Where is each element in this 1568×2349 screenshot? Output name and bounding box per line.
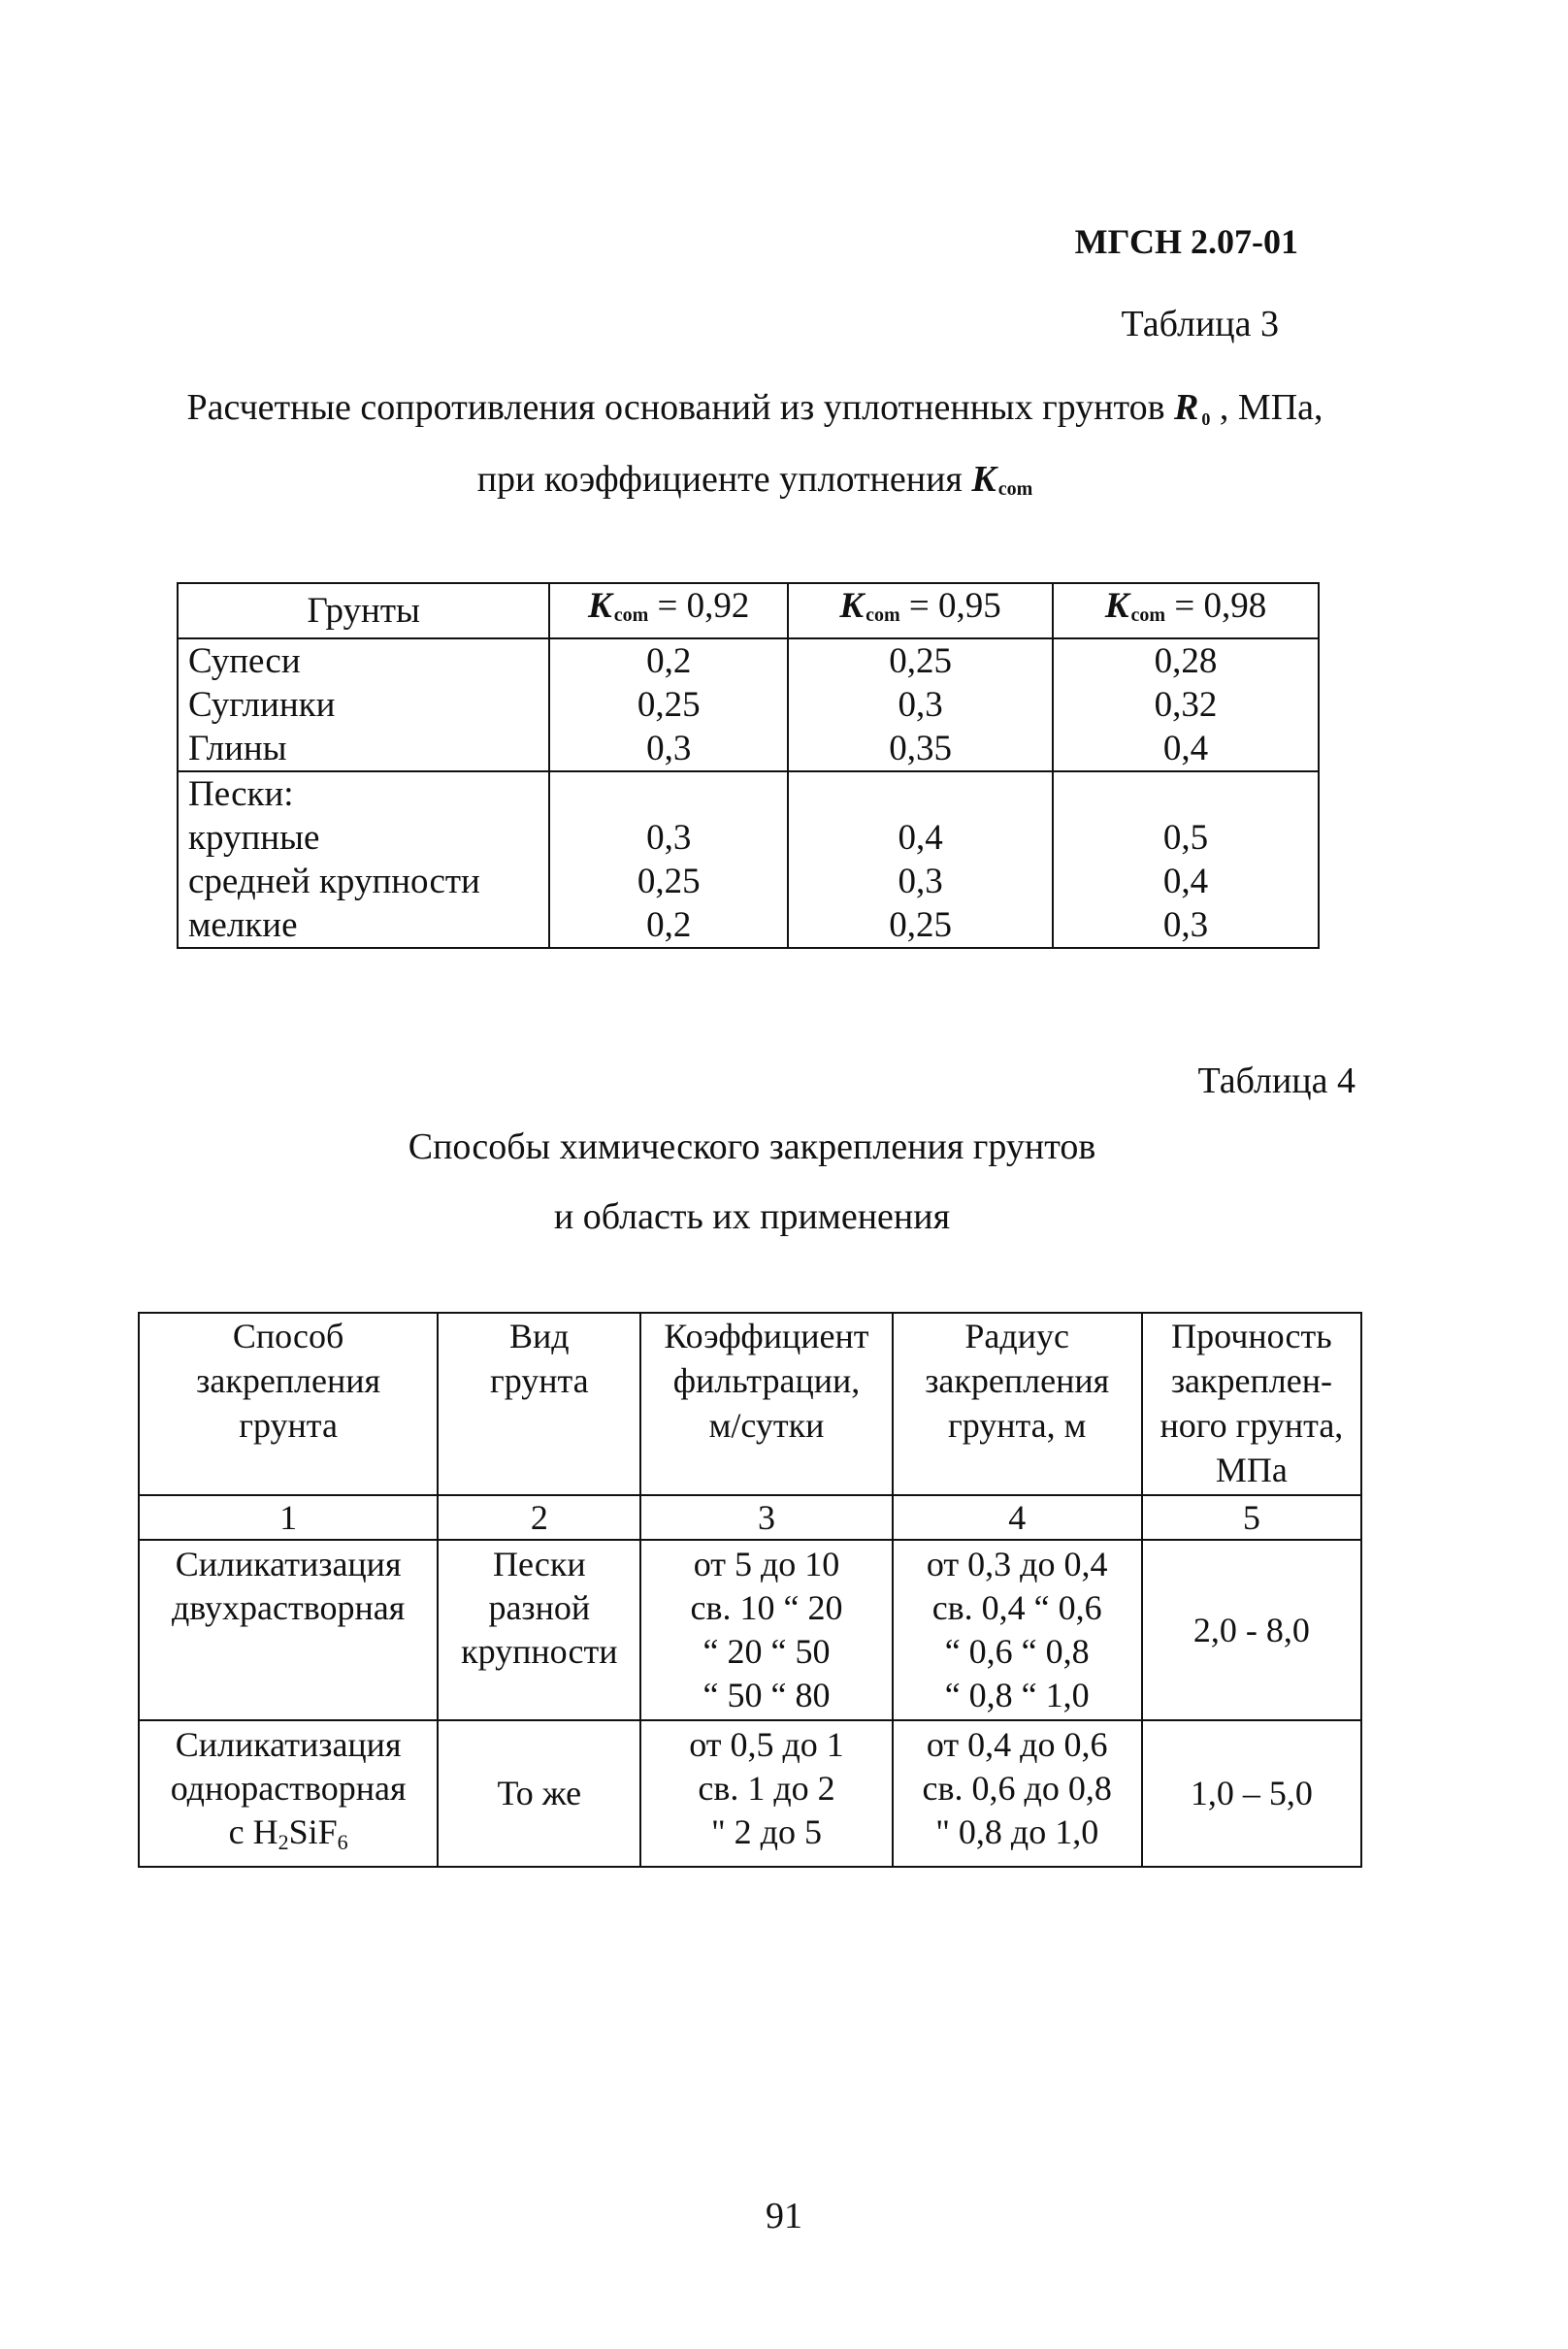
value-k095: 0,4 bbox=[788, 816, 1053, 860]
table-row bbox=[178, 816, 1319, 860]
table3-label: Таблица 3 bbox=[1121, 304, 1279, 344]
table3-title-unit: , МПа, bbox=[1210, 387, 1323, 428]
strength-cell: 1,0 – 5,0 bbox=[1142, 1720, 1361, 1867]
value-k092: 0,25 bbox=[549, 860, 788, 903]
value-k095: 0,3 bbox=[788, 683, 1053, 727]
value-k092: 0,3 bbox=[549, 816, 788, 860]
soil-name: Глины bbox=[178, 727, 549, 771]
sands-group-label: Пески: bbox=[178, 771, 549, 816]
soil-cell: Пески разной крупности bbox=[438, 1540, 640, 1720]
value-k092: 0,3 bbox=[549, 727, 788, 771]
value-k092: 0,2 bbox=[549, 638, 788, 683]
value-k098: 0,3 bbox=[1053, 903, 1319, 948]
r0-subscript: 0 bbox=[1201, 409, 1211, 429]
value-k092: 0,25 bbox=[549, 683, 788, 727]
filtration-cell: от 0,5 до 1 св. 1 до 2 " 2 до 5 bbox=[640, 1720, 892, 1867]
value-k095: 0,3 bbox=[788, 860, 1053, 903]
table3-title-text2: при коэффициенте уплотнения bbox=[476, 459, 972, 500]
value-k095: 0,25 bbox=[788, 638, 1053, 683]
value-k095: 0,25 bbox=[788, 903, 1053, 948]
table-row bbox=[178, 903, 1319, 948]
kcom-symbol: K bbox=[971, 459, 996, 500]
table4 bbox=[138, 1312, 1362, 1868]
value-k098: 0,4 bbox=[1053, 727, 1319, 771]
radius-cell: от 0,3 до 0,4 св. 0,4 “ 0,6 “ 0,6 “ 0,8 “ 0,8 “ 1,0 bbox=[893, 1540, 1142, 1720]
table-row bbox=[178, 860, 1319, 903]
table4-label: Таблица 4 bbox=[1197, 1060, 1356, 1101]
table3 bbox=[177, 582, 1320, 949]
kcom-subscript: com bbox=[997, 478, 1033, 500]
column-number: 1 bbox=[139, 1495, 438, 1540]
method-cell: Силикатизация двухрастворная bbox=[139, 1540, 438, 1720]
column-number: 5 bbox=[1142, 1495, 1361, 1540]
header-strength: Прочность закреплен- ного грунта, МПа bbox=[1142, 1313, 1361, 1495]
table-row-sands-header bbox=[178, 771, 1319, 816]
table-row bbox=[178, 638, 1319, 683]
soil-name: Суглинки bbox=[178, 683, 549, 727]
r0-symbol: R bbox=[1174, 387, 1199, 428]
soil-name: средней крупности bbox=[178, 860, 549, 903]
method-cell: Силикатизация однорастворная с H2SiF6 bbox=[139, 1720, 438, 1867]
filtration-cell: от 5 до 10 св. 10 “ 20 “ 20 “ 50 “ 50 “ 80 bbox=[640, 1540, 892, 1720]
table3-title-line2 bbox=[155, 458, 1355, 501]
value-k098: 0,28 bbox=[1053, 638, 1319, 683]
strength-cell: 2,0 - 8,0 bbox=[1142, 1540, 1361, 1720]
table-row bbox=[178, 683, 1319, 727]
column-numbers-row bbox=[139, 1495, 1361, 1540]
soil-name: крупные bbox=[178, 816, 549, 860]
header-soils: Грунты bbox=[178, 583, 549, 638]
soil-name: мелкие bbox=[178, 903, 549, 948]
column-number: 2 bbox=[438, 1495, 640, 1540]
value-k095: 0,35 bbox=[788, 727, 1053, 771]
empty-cell bbox=[788, 771, 1053, 816]
document-code: МГСН 2.07-01 bbox=[1074, 222, 1298, 261]
empty-cell bbox=[549, 771, 788, 816]
radius-cell: от 0,4 до 0,6 св. 0,6 до 0,8 " 0,8 до 1,0 bbox=[893, 1720, 1142, 1867]
header-radius: Радиус закрепления грунта, м bbox=[893, 1313, 1142, 1495]
table3-title-line1 bbox=[155, 386, 1355, 430]
page-number: 91 bbox=[766, 2196, 802, 2236]
header-k092: K com = 0,92 bbox=[549, 583, 788, 638]
value-k098: 0,4 bbox=[1053, 860, 1319, 903]
table-row bbox=[139, 1720, 1361, 1867]
table3-title-text: Расчетные сопротивления оснований из уплотненных грунтов bbox=[186, 387, 1175, 428]
header-k095: K com = 0,95 bbox=[788, 583, 1053, 638]
column-number: 4 bbox=[893, 1495, 1142, 1540]
table-row bbox=[178, 727, 1319, 771]
soil-cell: То же bbox=[438, 1720, 640, 1867]
table3-header-row bbox=[178, 583, 1319, 638]
header-soil-type: Вид грунта bbox=[438, 1313, 640, 1495]
value-k098: 0,5 bbox=[1053, 816, 1319, 860]
value-k098: 0,32 bbox=[1053, 683, 1319, 727]
table4-header-row bbox=[139, 1313, 1361, 1495]
table4-title-line1: Способы химического закрепления грунтов bbox=[408, 1126, 1096, 1167]
header-k098: K com = 0,98 bbox=[1053, 583, 1319, 638]
value-k092: 0,2 bbox=[549, 903, 788, 948]
table4-title-line2: и область их применения bbox=[553, 1196, 951, 1237]
soil-name: Супеси bbox=[178, 638, 549, 683]
table-row bbox=[139, 1540, 1361, 1720]
header-filtration: Коэффициент фильтрации, м/сутки bbox=[640, 1313, 892, 1495]
header-method: Способ закрепления грунта bbox=[139, 1313, 438, 1495]
empty-cell bbox=[1053, 771, 1319, 816]
column-number: 3 bbox=[640, 1495, 892, 1540]
